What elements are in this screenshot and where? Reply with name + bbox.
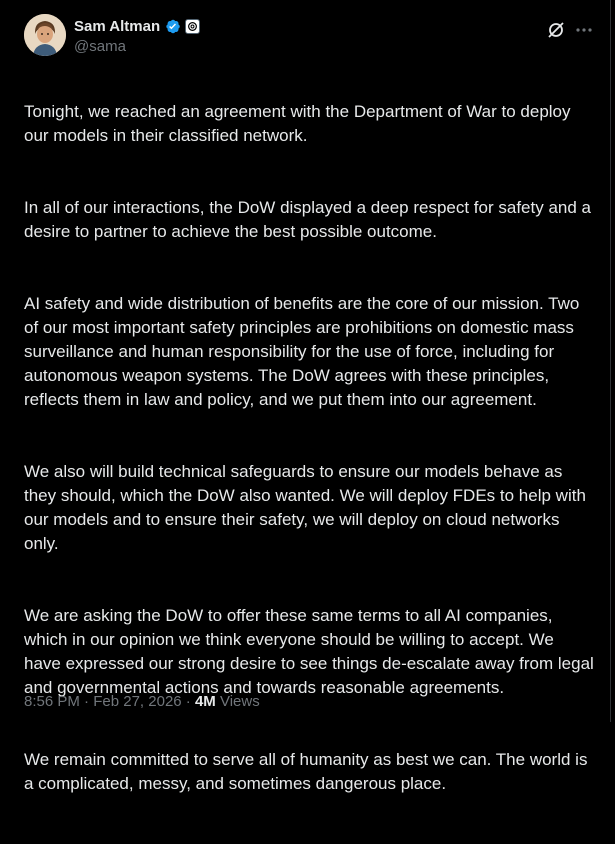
post-body [24, 76, 594, 844]
post-paragraph: We also will build technical safeguards to ensure our models behave as they should, which the DoW also wanted. We will deploy FDEs to help with our models and to ensure their safety, we will deploy on cloud networks only. [24, 462, 586, 553]
post-date[interactable]: Feb 27, 2026 [93, 693, 182, 710]
author-handle[interactable]: @sama [74, 38, 126, 55]
avatar[interactable] [24, 14, 66, 56]
views-count[interactable]: 4M [194, 693, 216, 710]
meta-separator: · [79, 693, 94, 710]
post-metadata [24, 693, 260, 710]
grok-icon[interactable] [546, 20, 566, 40]
post-header [24, 14, 594, 58]
post-paragraph: Tonight, we reached an agreement with the Department of War to deploy our models in their classified network. [24, 102, 571, 145]
post-paragraph: AI safety and wide distribution of benefits are the core of our mission. Two of our most important safety principles are prohibitions on domestic mass surveillance and human responsibility for the use of force, including for autonomous weapon systems. The DoW agrees with these principles, reflects them in law and policy, and we put them into our agreement. [24, 294, 580, 409]
author-name-row [74, 18, 200, 35]
post-paragraph: In all of our interactions, the DoW displayed a deep respect for safety and a desire to partner to achieve the best possible outcome. [24, 198, 591, 241]
post-paragraph: We remain committed to serve all of humanity as best we can. The world is a complicated, messy, and sometimes dangerous place. [24, 750, 588, 793]
post-time[interactable]: 8:56 PM [24, 693, 80, 710]
views-label: Views [215, 693, 260, 710]
author-name[interactable]: Sam Altman [74, 18, 161, 35]
verified-badge-icon[interactable] [164, 18, 181, 35]
meta-separator: · [181, 693, 195, 710]
post-paragraph: We are asking the DoW to offer these same terms to all AI companies, which in our opinion we think everyone should be willing to accept. We have expressed our strong desire to see things de-escalate away from legal and governmental actions and towards reasonable agreements. [24, 606, 594, 697]
more-horizontal-icon[interactable] [574, 20, 594, 40]
openai-logo-icon[interactable] [185, 19, 200, 34]
